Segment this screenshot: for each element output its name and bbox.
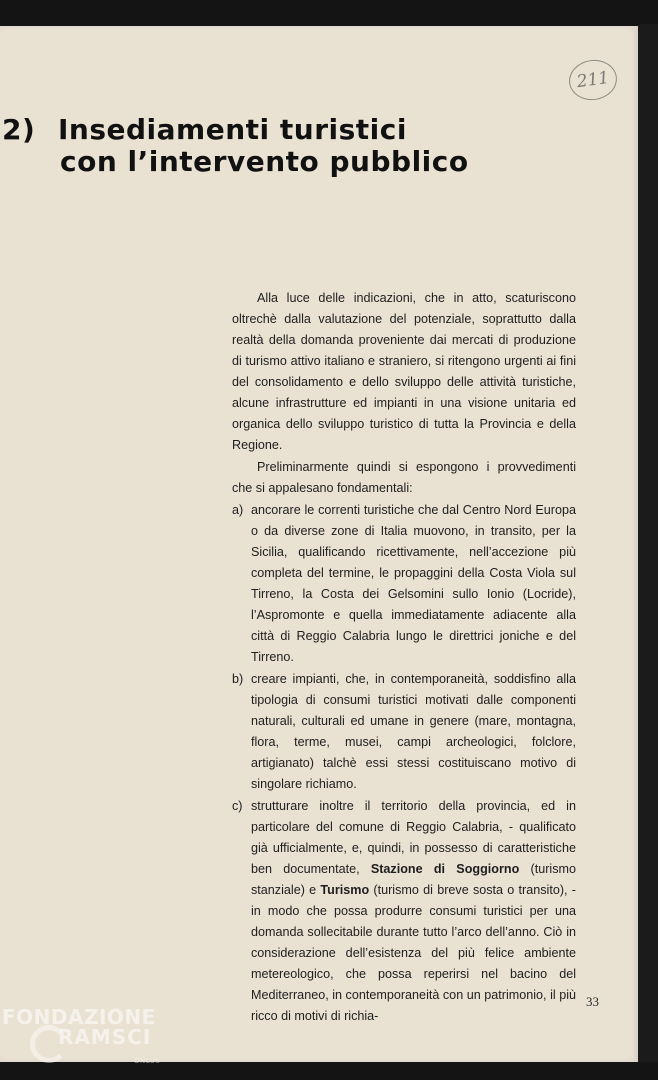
bold-term: Stazione di Soggiorno [370, 862, 520, 876]
text-segment: (turismo di breve sosta o transito), - in modo che possa produrre consumi turistici per una domanda sollecitabile durante tutto l’arco dell’anno. Ciò in considerazione dell’esistenza del più felice ambiente metereologico, che possa reperirsi nel bacino del Mediterraneo, in contemporaneità con un patrimonio, il più ricco di motivi di richia- [251, 883, 576, 1023]
heading-line-1: Insediamenti turistici [58, 113, 407, 146]
archive-stamp: 211 [566, 57, 619, 103]
list-item-text: ancorare le correnti turistiche che dal Centro Nord Europa o da diverse zone di Italia muovono, in transito, per la Sicilia, qualificando ricettivamente, nell’accezione più completa del termine, le propaggini della Costa Viola sul Tirreno, la Costa dei Gelsomini sullo Ionio (Locride), l’Aspromonte e quella immediatamente adiacente alla città di Reggio Calabria lungo le direttrici joniche e del Tirreno. [251, 503, 576, 664]
document-page [0, 26, 638, 1062]
list-item-c [232, 796, 576, 1027]
measures-list [232, 500, 576, 1027]
watermark-line-3: ONLUS [134, 1057, 161, 1065]
page-edge-shadow [638, 24, 658, 1062]
paragraph-preliminary: Preliminarmente quindi si espongono i provvedimenti che si appalesano fondamentali: [232, 460, 576, 495]
page-number: 33 [586, 994, 599, 1009]
list-item-b [232, 669, 576, 795]
list-marker: b) [232, 672, 244, 686]
text-segment: strutturare inoltre il territorio della provincia, ed in particolare del comune di Reggio Calabria, - qualificato già ufficialmente, e, quindi, in possesso di caratteristiche ben documentate, [251, 799, 576, 876]
list-item-text: creare impianti, che, in contemporaneità, soddisfino alla tipologia di consumi turistici motivati dalle componenti naturali, culturali ed umane in genere (mare, montagna, flora, terme, musei, campi archeologici, folclore, artigianato) talchè essi stessi costituiscano motivo di singolare richiamo. [251, 672, 576, 791]
list-item-a [232, 500, 576, 668]
list-item-text [251, 799, 576, 1023]
watermark-line-1: FONDAZIONE [2, 1005, 156, 1029]
watermark-logo [2, 1005, 161, 1065]
heading-line-2: con l’intervento pubblico [60, 145, 469, 178]
watermark-g-icon [30, 1025, 68, 1063]
list-marker: a) [232, 503, 244, 517]
body-text [232, 288, 576, 1028]
list-marker: c) [232, 799, 243, 813]
watermark-line-2: RAMSCI [58, 1025, 152, 1049]
paragraph-intro: Alla luce delle indicazioni, che in atto, scaturiscono oltrechè dalla valutazione del potenziale, soprattutto dalla realtà della domanda proveniente dai mercati di produzione di turismo attivo italiano e straniero, si ritengono urgenti ai fini del consolidamento e dello sviluppo delle attività turistiche, alcune infrastrutture ed impianti in una visione unitaria ed organica dello sviluppo turistico di tutta la Provincia e della Regione. [232, 291, 576, 452]
section-number: 2) [2, 113, 36, 146]
text-segment: (turismo stanziale) e [251, 862, 576, 897]
section-heading [2, 114, 469, 178]
bold-term: Turismo [320, 883, 370, 897]
